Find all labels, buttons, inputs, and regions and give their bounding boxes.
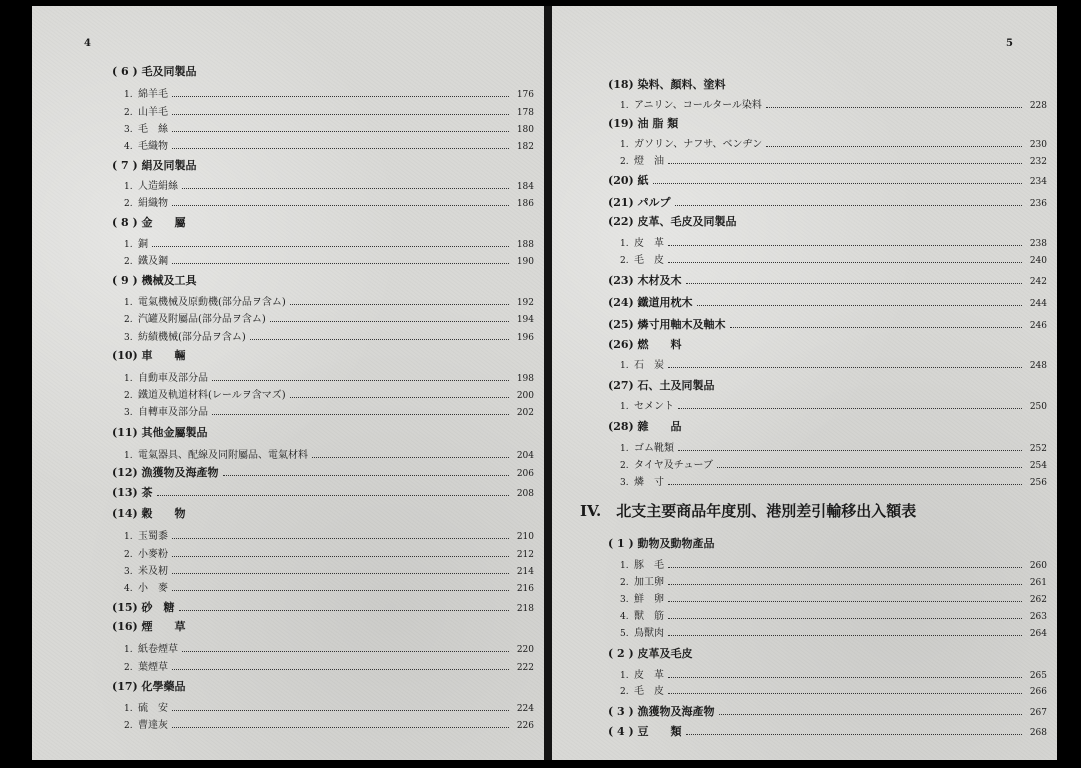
page-ref: 264 [1029, 629, 1047, 639]
toc-item [620, 96, 1047, 112]
page-ref: 256 [1029, 478, 1047, 488]
toc-section [608, 172, 1047, 188]
toc-item [620, 624, 1047, 640]
toc-item [124, 310, 534, 326]
toc-label: 汽罐及附屬品(部分品ヲ含ム) [138, 314, 266, 325]
toc-item [124, 293, 534, 309]
toc-section [112, 157, 534, 173]
toc-label: 燐 寸 [634, 477, 664, 488]
leader-dots [668, 367, 1022, 368]
toc-item [124, 369, 534, 385]
page-ref: 232 [1029, 157, 1047, 167]
item-number: 1. [620, 561, 629, 571]
leader-dots [172, 205, 509, 206]
toc-label: 自轉車及部分品 [138, 407, 208, 418]
leader-dots [157, 495, 509, 496]
item-number: 1. [124, 182, 133, 192]
toc-section [608, 535, 1047, 551]
toc-item [620, 682, 1047, 698]
page-ref: 208 [516, 489, 534, 499]
page-ref: 214 [516, 567, 534, 577]
toc-label: ( 4 ) 豆 類 [608, 725, 682, 738]
leader-dots [766, 107, 1022, 108]
item-number: 1. [620, 101, 629, 111]
toc-label: 鮮 卵 [634, 594, 664, 605]
leader-dots [172, 556, 509, 557]
leader-dots [172, 131, 509, 132]
toc-item [124, 658, 534, 674]
leader-dots [152, 246, 509, 247]
item-number: 2. [124, 257, 133, 267]
leader-dots [686, 283, 1022, 284]
page-number: 5 [1006, 38, 1013, 49]
item-number: 3. [124, 408, 133, 418]
leader-dots [717, 467, 1022, 468]
toc-label: 綿羊毛 [138, 89, 168, 100]
toc-section [112, 272, 534, 288]
toc-label: 硫 安 [138, 703, 168, 714]
page-ref: 190 [516, 257, 534, 267]
toc-item [620, 456, 1047, 472]
page-ref: 220 [516, 645, 534, 655]
page-ref: 188 [516, 240, 534, 250]
item-number: 3. [124, 125, 133, 135]
right-page [552, 6, 1057, 760]
toc-section [608, 76, 1047, 92]
toc-section [112, 484, 534, 500]
leader-dots [668, 693, 1022, 694]
toc-section [608, 294, 1047, 310]
page-ref: 250 [1029, 402, 1047, 412]
item-number: 1. [620, 239, 629, 249]
item-number: 3. [124, 333, 133, 343]
leader-dots [678, 450, 1022, 451]
page-ref: 244 [1029, 299, 1047, 309]
toc-label: 皮 革 [634, 670, 664, 681]
item-number: 4. [124, 142, 133, 152]
toc-item [620, 251, 1047, 267]
leader-dots [668, 567, 1022, 568]
page-ref: 226 [516, 721, 534, 731]
toc-label: 電氣機械及原動機(部分品ヲ含ム) [138, 297, 286, 308]
toc-section [608, 418, 1047, 434]
item-number: 3. [124, 567, 133, 577]
toc-item [620, 666, 1047, 682]
item-number: 1. [124, 451, 133, 461]
toc-item [124, 716, 534, 732]
toc-section [608, 194, 1047, 210]
item-number: 5. [620, 629, 629, 639]
page-ref: 246 [1029, 321, 1047, 331]
page-number: 4 [84, 38, 91, 49]
toc-label: 絹織物 [138, 198, 168, 209]
toc-item [620, 135, 1047, 151]
leader-dots [766, 146, 1022, 147]
toc-item [124, 235, 534, 251]
page-ref: 216 [516, 584, 534, 594]
leader-dots [730, 327, 1022, 328]
toc-label: 毛 皮 [634, 686, 664, 697]
item-number: 4. [124, 584, 133, 594]
leader-dots [290, 397, 509, 398]
toc-label: 毛 皮 [634, 255, 664, 266]
toc-label: (26) 燃 料 [608, 338, 682, 351]
leader-dots [212, 380, 509, 381]
toc-item [124, 328, 534, 344]
item-number: 1. [620, 140, 629, 150]
toc-label: タイヤ及チューブ [634, 460, 713, 471]
item-number: 2. [620, 461, 629, 471]
toc-label: 曹達灰 [138, 720, 168, 731]
toc-label: (13) 茶 [112, 486, 153, 499]
toc-item [620, 590, 1047, 606]
item-number: 1. [124, 240, 133, 250]
toc-label: (23) 木材及木 [608, 274, 682, 287]
toc-label: 鐵道及軌道材料(レールヲ含マズ) [138, 390, 286, 401]
page-ref: 196 [516, 333, 534, 343]
leader-dots [172, 538, 509, 539]
toc-label: 獸 筋 [634, 611, 664, 622]
leader-dots [182, 188, 509, 189]
toc-label: 自動車及部分品 [138, 373, 208, 384]
leader-dots [172, 710, 509, 711]
page-ref: 238 [1029, 239, 1047, 249]
toc-item [620, 356, 1047, 372]
toc-item [620, 439, 1047, 455]
toc-left [32, 6, 544, 760]
leader-dots [312, 457, 509, 458]
toc-label: 鐵及鋼 [138, 256, 168, 267]
leader-dots [212, 414, 509, 415]
toc-label: (10) 車 輛 [112, 349, 186, 362]
toc-label: アニリン、コールタール染料 [634, 100, 762, 111]
toc-label: 燈 油 [634, 156, 664, 167]
page-ref: 202 [516, 408, 534, 418]
toc-section [112, 214, 534, 230]
toc-item [124, 562, 534, 578]
item-number: 1. [620, 444, 629, 454]
leader-dots [250, 339, 509, 340]
toc-item [124, 579, 534, 595]
page-ref: 224 [516, 704, 534, 714]
toc-section [112, 599, 534, 615]
leader-dots [668, 484, 1022, 485]
toc-label: 石 炭 [634, 360, 664, 371]
toc-label: (28) 雜 品 [608, 420, 682, 433]
toc-item [124, 699, 534, 715]
leader-dots [270, 321, 509, 322]
toc-item [620, 473, 1047, 489]
toc-label: (11) 其他金屬製品 [112, 426, 208, 439]
page-ref: 184 [516, 182, 534, 192]
toc-label: 小 麥 [138, 583, 168, 594]
leader-dots [179, 610, 509, 611]
item-number: 2. [620, 256, 629, 266]
toc-item [124, 194, 534, 210]
page-ref: 266 [1029, 687, 1047, 697]
toc-section [112, 505, 534, 521]
toc-label: 毛 絲 [138, 124, 168, 135]
toc-label: 皮 革 [634, 238, 664, 249]
toc-label: ( 2 ) 皮革及毛皮 [608, 647, 693, 660]
leader-dots [172, 573, 509, 574]
toc-label: (17) 化學藥品 [112, 680, 186, 693]
leader-dots [172, 727, 509, 728]
chapter-heading: IV. 北支主要商品年度別、港別差引輸移出入額表 [580, 502, 917, 520]
toc-label: ( 3 ) 漁獲物及海產物 [608, 705, 715, 718]
toc-item [124, 137, 534, 153]
toc-label: 加工卵 [634, 577, 664, 588]
page-ref: 192 [516, 298, 534, 308]
toc-label: 山羊毛 [138, 107, 168, 118]
toc-item [124, 252, 534, 268]
page-ref: 204 [516, 451, 534, 461]
toc-label: (15) 砂 糖 [112, 601, 175, 614]
toc-section [112, 678, 534, 694]
toc-label: (12) 漁獲物及海產物 [112, 466, 219, 479]
leader-dots [172, 148, 509, 149]
leader-dots [675, 205, 1022, 206]
leader-dots [668, 245, 1022, 246]
toc-section [608, 115, 1047, 131]
toc-label: (25) 燐寸用軸木及軸木 [608, 318, 726, 331]
item-number: 4. [620, 612, 629, 622]
left-page [32, 6, 544, 760]
leader-dots [653, 183, 1022, 184]
item-number: 2. [124, 199, 133, 209]
item-number: 1. [620, 402, 629, 412]
page-ref: 230 [1029, 140, 1047, 150]
item-number: 2. [620, 578, 629, 588]
page-ref: 267 [1029, 708, 1047, 718]
page-ref: 206 [516, 469, 534, 479]
toc-item [124, 120, 534, 136]
leader-dots [668, 584, 1022, 585]
toc-section [608, 272, 1047, 288]
toc-label: ( 9 ) 機械及工具 [112, 274, 197, 287]
toc-item [620, 607, 1047, 623]
toc-label: (18) 染料、顏料、塗料 [608, 78, 726, 91]
toc-item [124, 177, 534, 193]
toc-section [112, 63, 534, 79]
leader-dots [697, 305, 1022, 306]
toc-item [124, 403, 534, 419]
leader-dots [172, 590, 509, 591]
toc-item [124, 386, 534, 402]
item-number: 2. [124, 721, 133, 731]
item-number: 2. [124, 550, 133, 560]
item-number: 1. [124, 374, 133, 384]
page-ref: 252 [1029, 444, 1047, 454]
toc-label: 紡績機械(部分品ヲ含ム) [138, 332, 246, 343]
toc-section [112, 424, 534, 440]
page-ref: 234 [1029, 177, 1047, 187]
toc-label: (19) 油 脂 類 [608, 117, 679, 130]
toc-section [608, 703, 1047, 719]
item-number: 1. [124, 90, 133, 100]
toc-label: 米及籾 [138, 566, 168, 577]
toc-item [124, 85, 534, 101]
leader-dots [172, 669, 509, 670]
toc-section [608, 316, 1047, 332]
page-ref: 222 [516, 663, 534, 673]
toc-section [608, 723, 1047, 739]
toc-label: (27) 石、土及同製品 [608, 379, 715, 392]
page-ref: 212 [516, 550, 534, 560]
toc-section [608, 645, 1047, 661]
toc-label: (22) 皮革、毛皮及同製品 [608, 215, 737, 228]
toc-label: 人造絹絲 [138, 181, 178, 192]
toc-label: ゴム靴類 [634, 443, 674, 454]
page-ref: 210 [516, 532, 534, 542]
toc-section [608, 213, 1047, 229]
item-number: 2. [620, 157, 629, 167]
item-number: 2. [124, 391, 133, 401]
item-number: 2. [124, 108, 133, 118]
page-ref: 262 [1029, 595, 1047, 605]
toc-item [620, 152, 1047, 168]
toc-label: (14) 穀 物 [112, 507, 186, 520]
toc-label: 豚 毛 [634, 560, 664, 571]
leader-dots [668, 618, 1022, 619]
toc-right [552, 6, 1057, 760]
item-number: 1. [124, 645, 133, 655]
page-ref: 198 [516, 374, 534, 384]
leader-dots [668, 262, 1022, 263]
leader-dots [223, 475, 509, 476]
toc-label: (16) 煙 草 [112, 620, 186, 633]
leader-dots [172, 96, 509, 97]
toc-label: 毛織物 [138, 141, 168, 152]
item-number: 2. [124, 315, 133, 325]
toc-label: 小麥粉 [138, 549, 168, 560]
leader-dots [668, 677, 1022, 678]
page-ref: 248 [1029, 361, 1047, 371]
toc-label: ( 7 ) 絹及同製品 [112, 159, 197, 172]
item-number: 1. [124, 298, 133, 308]
leader-dots [172, 114, 509, 115]
item-number: 2. [124, 663, 133, 673]
item-number: 3. [620, 595, 629, 605]
toc-label: 銅 [138, 239, 148, 250]
toc-label: ( 6 ) 毛及同製品 [112, 65, 197, 78]
page-ref: 261 [1029, 578, 1047, 588]
toc-item [620, 556, 1047, 572]
toc-item [124, 446, 534, 462]
page-ref: 260 [1029, 561, 1047, 571]
item-number: 1. [620, 671, 629, 681]
toc-item [124, 527, 534, 543]
toc-label: 玉蜀黍 [138, 531, 168, 542]
toc-section [112, 347, 534, 363]
item-number: 1. [620, 361, 629, 371]
toc-label: 葉煙草 [138, 662, 168, 673]
page-ref: 194 [516, 315, 534, 325]
page-ref: 178 [516, 108, 534, 118]
leader-dots [668, 163, 1022, 164]
item-number: 1. [124, 704, 133, 714]
leader-dots [172, 263, 509, 264]
toc-label: セメント [634, 401, 674, 412]
page-ref: 265 [1029, 671, 1047, 681]
toc-label: ガソリン、ナフサ、ベンヂン [634, 139, 763, 150]
toc-item [620, 397, 1047, 413]
toc-section [608, 336, 1047, 352]
item-number: 1. [124, 532, 133, 542]
toc-label: 紙卷煙草 [138, 644, 178, 655]
leader-dots [290, 304, 509, 305]
leader-dots [668, 635, 1022, 636]
toc-section [112, 618, 534, 634]
toc-section [608, 377, 1047, 393]
toc-label: 鳥獸肉 [634, 628, 664, 639]
leader-dots [719, 714, 1022, 715]
page-ref: 242 [1029, 277, 1047, 287]
toc-label: ( 1 ) 動物及動物產品 [608, 537, 715, 550]
toc-label: 電氣器具、配線及同附屬品、電氣材料 [138, 450, 308, 461]
book-gutter [544, 6, 552, 760]
item-number: 2. [620, 687, 629, 697]
toc-label: (21) パルプ [608, 196, 671, 209]
page-ref: 263 [1029, 612, 1047, 622]
toc-item [124, 545, 534, 561]
page-ref: 186 [516, 199, 534, 209]
toc-label: (24) 鐵道用枕木 [608, 296, 693, 309]
page-ref: 268 [1029, 728, 1047, 738]
leader-dots [686, 734, 1022, 735]
page-ref: 176 [516, 90, 534, 100]
item-number: 3. [620, 478, 629, 488]
toc-label: (20) 紙 [608, 174, 649, 187]
toc-item [124, 640, 534, 656]
toc-item [124, 103, 534, 119]
leader-dots [668, 601, 1022, 602]
page-ref: 200 [516, 391, 534, 401]
page-ref: 240 [1029, 256, 1047, 266]
page-ref: 228 [1029, 101, 1047, 111]
toc-label: ( 8 ) 金 屬 [112, 216, 186, 229]
toc-item [620, 573, 1047, 589]
page-ref: 182 [516, 142, 534, 152]
leader-dots [182, 651, 509, 652]
toc-item [620, 234, 1047, 250]
page-ref: 236 [1029, 199, 1047, 209]
leader-dots [678, 408, 1022, 409]
page-ref: 254 [1029, 461, 1047, 471]
page-ref: 180 [516, 125, 534, 135]
toc-section [112, 464, 534, 480]
page-ref: 218 [516, 604, 534, 614]
